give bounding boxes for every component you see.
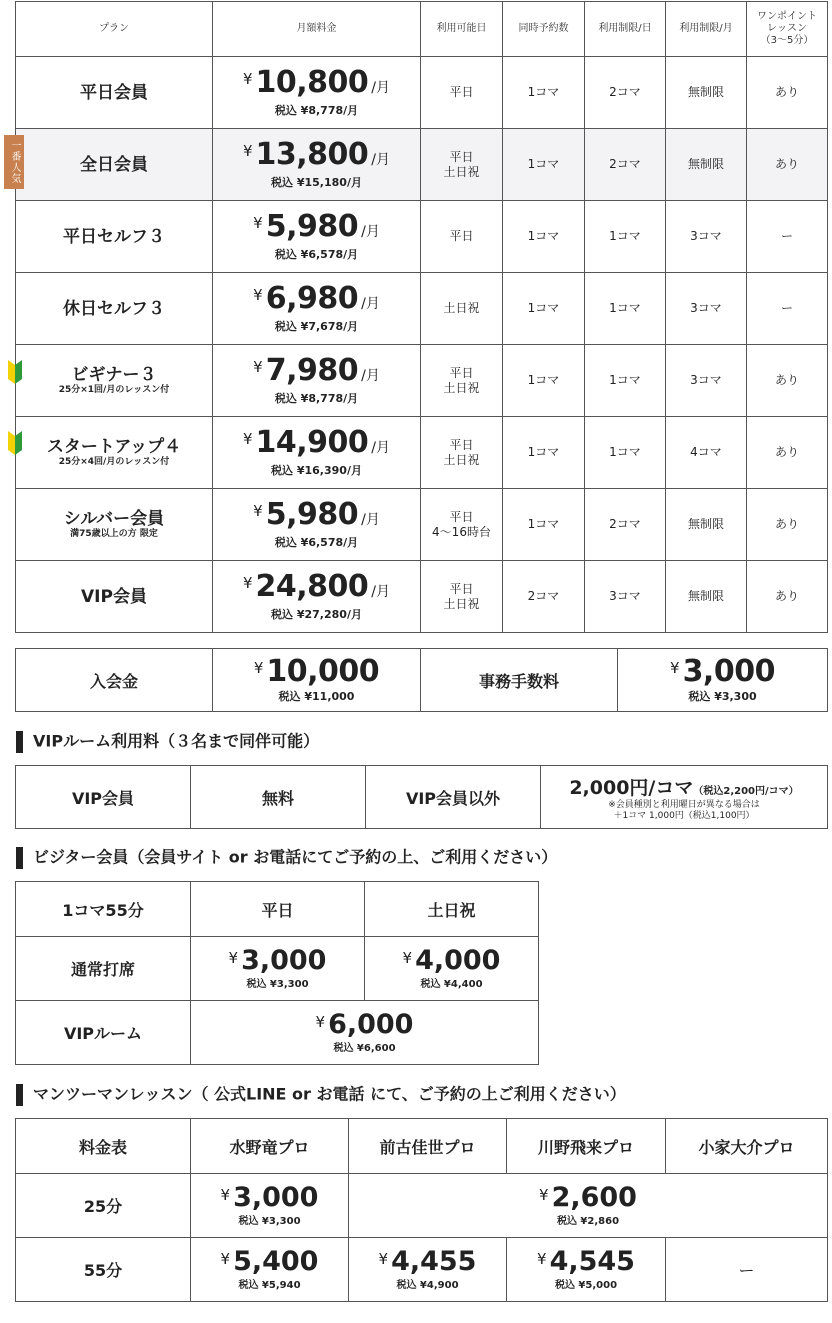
plan-name-cell xyxy=(16,561,213,633)
vip-room-table xyxy=(15,765,828,829)
plan-subtitle: 25分×4回/月のレッスン付 xyxy=(58,457,170,467)
plan-days: 平日 xyxy=(421,201,503,273)
lesson-header-4: 小家大介プロ xyxy=(666,1119,828,1174)
visitor-header-duration: 1コマ55分 xyxy=(16,882,191,937)
plan-concurrent: 1コマ xyxy=(503,57,585,129)
header-monthly-fee: 月額料金 xyxy=(213,2,421,57)
plan-limit-month: 無制限 xyxy=(666,57,747,129)
plan-concurrent: 1コマ xyxy=(503,273,585,345)
plan-days: 平日 土日祝 xyxy=(421,345,503,417)
plan-price-tax: 税込 ¥7,678/月 xyxy=(274,319,359,333)
plan-concurrent: 1コマ xyxy=(503,345,585,417)
plan-price-tax: 税込 ¥6,578/月 xyxy=(274,535,359,549)
admin-fee-label: 事務手数料 xyxy=(421,649,618,712)
plan-name: スタートアップ４ xyxy=(46,437,182,457)
plan-price-tax: 税込 ¥8,778/月 xyxy=(274,391,359,405)
enroll-fee-label: 入会金 xyxy=(16,649,213,712)
visitor-regular-weekday: ¥ 3,000 税込 ¥3,300 xyxy=(191,937,365,1001)
lesson-25-label: 25分 xyxy=(16,1174,191,1238)
plan-name: 全日会員 xyxy=(80,154,148,175)
vip-member-value: 無料 xyxy=(191,766,366,829)
plan-limit-day: 1コマ xyxy=(585,201,666,273)
plan-limit-day: 1コマ xyxy=(585,273,666,345)
plan-limit-month: 無制限 xyxy=(666,489,747,561)
plan-limit-month: 3コマ xyxy=(666,345,747,417)
lesson-55-price-d: ー xyxy=(666,1238,828,1302)
lesson-55-price-c: ¥ 4,545 税込 ¥5,000 xyxy=(507,1238,666,1302)
plan-row xyxy=(16,345,828,417)
plan-days: 平日 土日祝 xyxy=(421,561,503,633)
plan-days: 土日祝 xyxy=(421,273,503,345)
lesson-55-price-a: ¥ 5,400 税込 ¥5,940 xyxy=(191,1238,349,1302)
lesson-header-0: 料金表 xyxy=(16,1119,191,1174)
visitor-header-holiday: 土日祝 xyxy=(365,882,539,937)
plan-name-cell xyxy=(16,201,213,273)
enroll-fee-price: ¥ 10,000 税込 ¥11,000 xyxy=(213,649,421,712)
lesson-25-price-b: ¥ 2,600 税込 ¥2,860 xyxy=(349,1174,828,1238)
plan-price-tax: 税込 ¥8,778/月 xyxy=(274,103,359,117)
plan-days: 平日 xyxy=(421,57,503,129)
plan-name: ビギナー３ xyxy=(71,365,157,385)
plan-lesson: ー xyxy=(747,273,828,345)
vip-other-price: 2,000円/コマ（税込2,200円/コマ） ※会員種別と利用曜日が異なる場合は ＋1コマ 1,000円（税込1,100円） xyxy=(541,766,828,829)
header-limit-month: 利用制限/月 xyxy=(666,2,747,57)
plan-price: 5,980 xyxy=(265,208,359,244)
visitor-header-weekday: 平日 xyxy=(191,882,365,937)
plan-days: 平日 土日祝 xyxy=(421,417,503,489)
plan-lesson: ー xyxy=(747,201,828,273)
plan-lesson: あり xyxy=(747,129,828,201)
plan-limit-day: 2コマ xyxy=(585,489,666,561)
plan-days: 平日 4〜16時台 xyxy=(421,489,503,561)
vip-member-label: VIP会員 xyxy=(16,766,191,829)
plan-concurrent: 1コマ xyxy=(503,489,585,561)
plan-price-tax: 税込 ¥16,390/月 xyxy=(271,463,362,477)
plan-row xyxy=(16,417,828,489)
header-days: 利用可能日 xyxy=(421,2,503,57)
beginner-mark-icon xyxy=(8,431,22,455)
plan-limit-month: 無制限 xyxy=(666,129,747,201)
plan-price: 13,800 xyxy=(255,136,369,172)
plan-limit-month: 3コマ xyxy=(666,201,747,273)
plan-limit-day: 1コマ xyxy=(585,345,666,417)
plan-price: 5,980 xyxy=(265,496,359,532)
plan-concurrent: 1コマ xyxy=(503,201,585,273)
popular-badge: 一番人気 xyxy=(4,135,24,189)
plan-limit-day: 2コマ xyxy=(585,57,666,129)
plan-name-cell xyxy=(16,417,213,489)
header-limit-day: 利用制限/日 xyxy=(585,2,666,57)
plan-lesson: あり xyxy=(747,417,828,489)
plan-price-tax: 税込 ¥15,180/月 xyxy=(271,175,362,189)
header-plan: プラン xyxy=(16,2,213,57)
fees-table xyxy=(15,648,828,712)
plan-price-cell: ¥ 10,800 /月 税込 ¥8,778/月 xyxy=(213,57,421,129)
plan-limit-month: 無制限 xyxy=(666,561,747,633)
plan-limit-month: 3コマ xyxy=(666,273,747,345)
plan-price-cell: ¥ 24,800 /月 税込 ¥27,280/月 xyxy=(213,561,421,633)
vip-room-title: VIPルーム利用料（３名まで同伴可能） xyxy=(16,730,319,753)
plan-concurrent: 1コマ xyxy=(503,417,585,489)
header-lesson: ワンポイント レッスン （3〜5分） xyxy=(747,2,828,57)
plans-header-row xyxy=(16,2,828,57)
plan-price: 10,800 xyxy=(255,64,369,100)
plan-name-cell xyxy=(16,489,213,561)
plan-row xyxy=(16,57,828,129)
plan-concurrent: 1コマ xyxy=(503,129,585,201)
visitor-regular-label: 通常打席 xyxy=(16,937,191,1001)
plan-days: 平日 土日祝 xyxy=(421,129,503,201)
plan-name: シルバー会員 xyxy=(63,509,165,529)
plan-row xyxy=(16,201,828,273)
plan-name: VIP会員 xyxy=(81,586,147,607)
plan-price-cell: ¥ 6,980 /月 税込 ¥7,678/月 xyxy=(213,273,421,345)
plan-row xyxy=(16,273,828,345)
plan-price: 7,980 xyxy=(265,352,359,388)
visitor-title: ビジター会員（会員サイト or お電話にてご予約の上、ご利用ください） xyxy=(16,846,557,869)
plan-price-cell: ¥ 5,980 /月 税込 ¥6,578/月 xyxy=(213,201,421,273)
header-concurrent: 同時予約数 xyxy=(503,2,585,57)
plan-price-cell: ¥ 5,980 /月 税込 ¥6,578/月 xyxy=(213,489,421,561)
plan-subtitle: 満75歳以上の方 限定 xyxy=(70,529,158,539)
plan-price-tax: 税込 ¥6,578/月 xyxy=(274,247,359,261)
lesson-55-price-b: ¥ 4,455 税込 ¥4,900 xyxy=(349,1238,507,1302)
plan-lesson: あり xyxy=(747,489,828,561)
beginner-mark-icon xyxy=(8,360,22,384)
plan-price-cell: ¥ 7,980 /月 税込 ¥8,778/月 xyxy=(213,345,421,417)
plan-name: 休日セルフ３ xyxy=(63,298,165,319)
plan-name: 平日セルフ３ xyxy=(63,226,165,247)
plan-price: 6,980 xyxy=(265,280,359,316)
plan-concurrent: 2コマ xyxy=(503,561,585,633)
plan-price-tax: 税込 ¥27,280/月 xyxy=(271,607,362,621)
plan-row xyxy=(16,561,828,633)
plan-lesson: あり xyxy=(747,57,828,129)
lesson-25-price-a: ¥ 3,000 税込 ¥3,300 xyxy=(191,1174,349,1238)
plan-subtitle: 25分×1回/月のレッスン付 xyxy=(58,385,170,395)
plan-row xyxy=(16,489,828,561)
lesson-header-1: 水野竜プロ xyxy=(191,1119,349,1174)
plan-lesson: あり xyxy=(747,561,828,633)
plan-limit-day: 3コマ xyxy=(585,561,666,633)
plan-name-cell xyxy=(16,345,213,417)
visitor-vip-label: VIPルーム xyxy=(16,1001,191,1065)
lesson-title: マンツーマンレッスン（ 公式LINE or お電話 にて、ご予約の上ご利用ください） xyxy=(16,1083,626,1106)
plan-price: 24,800 xyxy=(255,568,369,604)
plan-name: 平日会員 xyxy=(80,82,148,103)
visitor-regular-holiday: ¥ 4,000 税込 ¥4,400 xyxy=(365,937,539,1001)
lesson-55-label: 55分 xyxy=(16,1238,191,1302)
plan-row xyxy=(16,129,828,201)
plan-lesson: あり xyxy=(747,345,828,417)
plan-price: 14,900 xyxy=(255,424,369,460)
plan-price-cell: ¥ 13,800 /月 税込 ¥15,180/月 xyxy=(213,129,421,201)
plan-limit-day: 2コマ xyxy=(585,129,666,201)
lesson-header-2: 前古佳世プロ xyxy=(349,1119,507,1174)
vip-other-label: VIP会員以外 xyxy=(366,766,541,829)
plans-table xyxy=(15,1,828,633)
visitor-table xyxy=(15,881,539,1065)
plan-name-cell xyxy=(16,57,213,129)
lesson-table xyxy=(15,1118,828,1302)
plan-limit-day: 1コマ xyxy=(585,417,666,489)
plan-price-cell: ¥ 14,900 /月 税込 ¥16,390/月 xyxy=(213,417,421,489)
lesson-header-3: 川野飛来プロ xyxy=(507,1119,666,1174)
plan-name-cell xyxy=(16,273,213,345)
admin-fee-price: ¥ 3,000 税込 ¥3,300 xyxy=(618,649,828,712)
plan-name-cell xyxy=(16,129,213,201)
visitor-vip-price: ¥ 6,000 税込 ¥6,600 xyxy=(191,1001,539,1065)
plan-limit-month: 4コマ xyxy=(666,417,747,489)
